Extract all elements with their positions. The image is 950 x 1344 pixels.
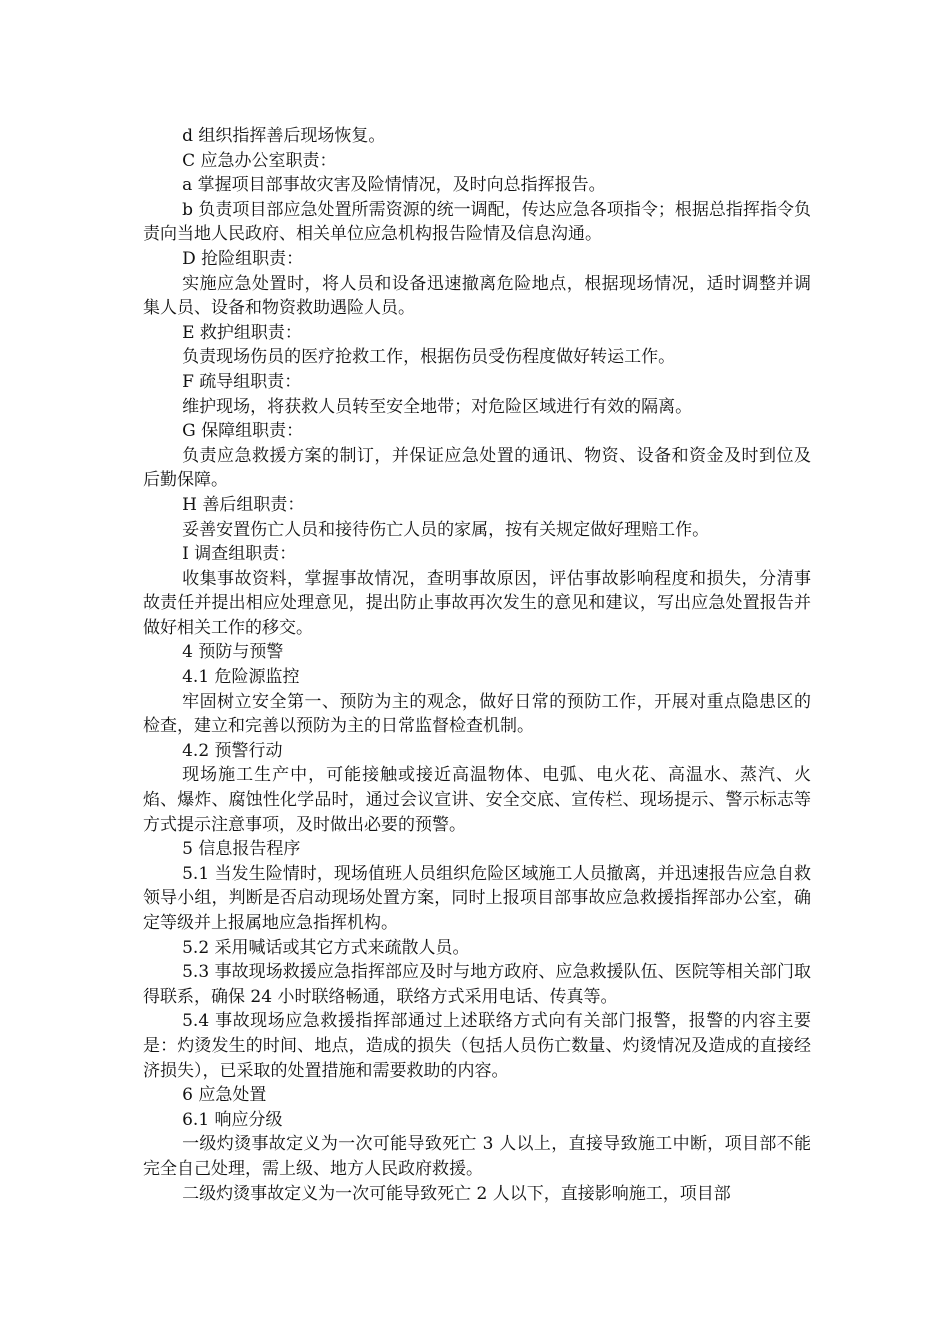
section-heading: 5 信息报告程序 (182, 839, 301, 860)
section-heading: E 救护组职责： (182, 322, 302, 343)
paragraph: 负责应急救援方案的制订，并保证应急处置的通讯、物资、设备和资金及时到位及后勤保障。 (143, 445, 811, 491)
paragraph: b 负责项目部应急处置所需资源的统一调配，传达应急各项指令；根据总指挥指令负责向当地人民政府、相关单位应急机构报告险情及信息沟通。 (143, 199, 811, 245)
paragraph: 维护现场，将获救人员转至安全地带；对危险区域进行有效的隔离。 (182, 396, 693, 417)
document-body (143, 124, 811, 1206)
paragraph: 现场施工生产中，可能接触或接近高温物体、电弧、电火花、高温水、蒸汽、火焰、爆炸、腐蚀性化学品时，通过会议宣讲、安全交底、宣传栏、现场提示、警示标志等方式提示注意事项，及时做出必要的预警。 (143, 765, 811, 835)
section-heading: 4.1 危险源监控 (182, 667, 300, 688)
section-heading: D 抢险组职责： (182, 248, 304, 269)
paragraph: d 组织指挥善后现场恢复。 (182, 126, 386, 146)
section-heading: F 疏导组职责： (182, 371, 302, 392)
section-heading: 6.1 响应分级 (182, 1109, 283, 1130)
paragraph: a 掌握项目部事故灾害及险情情况，及时向总指挥报告。 (182, 175, 606, 196)
section-heading: 4.2 预警行动 (182, 740, 283, 761)
section-heading: G 保障组职责： (182, 421, 304, 442)
paragraph: 负责现场伤员的医疗抢救工作，根据伤员受伤程度做好转运工作。 (182, 347, 676, 368)
paragraph: 5.1 当发生险情时，现场值班人员组织危险区域施工人员撤离，并迅速报告应急自救领导小组，判断是否启动现场处置方案，同时上报项目部事故应急救援指挥部办公室，确定等级并上报属地应急指挥机构。 (143, 863, 811, 933)
paragraph: 妥善安置伤亡人员和接待伤亡人员的家属，按有关规定做好理赔工作。 (182, 519, 710, 540)
paragraph: 5.4 事故现场应急救援指挥部通过上述联络方式向有关部门报警，报警的内容主要是：灼烫发生的时间、地点，造成的损失（包括人员伤亡数量、灼烫情况及造成的直接经济损失），已采取的处置措施和需要救助的内容。 (143, 1011, 811, 1081)
paragraph: 5.2 采用喊话或其它方式来疏散人员。 (182, 937, 470, 958)
paragraph: 实施应急处置时，将人员和设备迅速撤离危险地点，根据现场情况，适时调整并调集人员、设备和物资救助遇险人员。 (143, 273, 811, 319)
paragraph: 一级灼烫事故定义为一次可能导致死亡 3 人以上，直接导致施工中断，项目部不能完全自己处理，需上级、地方人民政府救援。 (143, 1134, 811, 1179)
paragraph: 收集事故资料，掌握事故情况，查明事故原因，评估事故影响程度和损失，分清事故责任并提出相应处理意见，提出防止事故再次发生的意见和建议，写出应急处置报告并做好相关工作的移交。 (143, 568, 811, 638)
paragraph: 5.3 事故现场救援应急指挥部应及时与地方政府、应急救援队伍、医院等相关部门取得联系，确保 24 小时联络畅通，联络方式采用电话、传真等。 (143, 962, 811, 1007)
section-heading: C 应急办公室职责： (182, 150, 337, 171)
section-heading: H 善后组职责： (182, 494, 305, 515)
paragraph: 二级灼烫事故定义为一次可能导致死亡 2 人以下，直接影响施工，项目部 (182, 1183, 731, 1204)
section-heading: I 调查组职责： (182, 544, 297, 565)
section-heading: 6 应急处置 (182, 1085, 267, 1106)
paragraph: 牢固树立安全第一、预防为主的观念，做好日常的预防工作，开展对重点隐患区的检查，建立和完善以预防为主的日常监督检查机制。 (143, 691, 811, 737)
section-heading: 4 预防与预警 (182, 642, 284, 663)
